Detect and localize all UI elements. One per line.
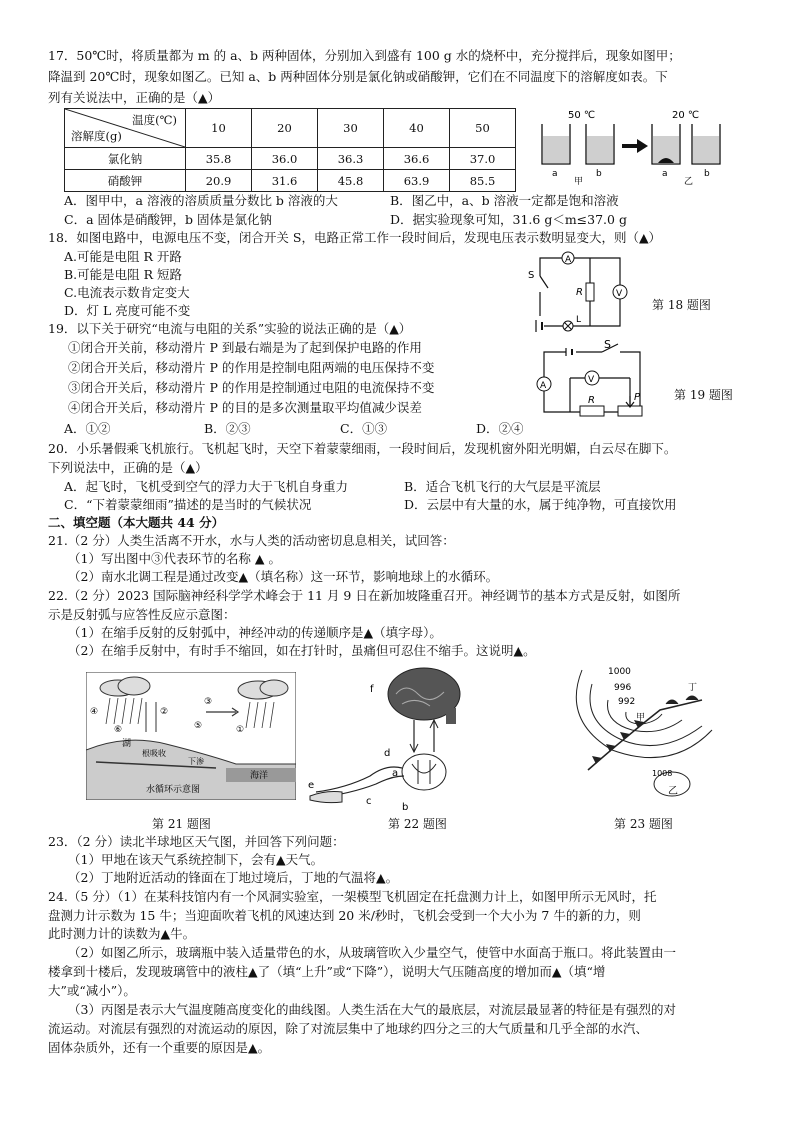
temp-20-label: 20 ℃ bbox=[672, 110, 700, 121]
beaker-b-jia bbox=[586, 124, 614, 164]
switch-label: S bbox=[528, 270, 535, 281]
table-row bbox=[65, 109, 516, 148]
q21-caption: 第 21 题图 bbox=[152, 817, 211, 831]
label-a: a bbox=[552, 169, 558, 179]
q24-line9: 固体杂质外，还有一个重要的原因是▲。 bbox=[48, 1040, 271, 1055]
q23-part-2: （2）丁地附近活动的锋面在丁地过境后，丁地的气温将▲。 bbox=[68, 870, 399, 885]
q17-option-c: C．a 固体是硝酸钾，b 固体是氯化钠 bbox=[64, 212, 272, 227]
sea-label: 海洋 bbox=[250, 771, 269, 781]
q20-line1: 20．小乐暑假乘飞机旅行。飞机起飞时，天空下着蒙蒙细雨，一段时间后，发现机窗外阳光明媚，白云尽在脚下。 bbox=[48, 441, 677, 456]
q19-caption: 第 19 题图 bbox=[674, 388, 733, 402]
water-cycle-figure bbox=[86, 672, 296, 800]
circuit-figure-18 bbox=[528, 248, 638, 334]
resistor-label: R bbox=[588, 395, 595, 406]
lake-label: 湖 bbox=[122, 739, 132, 749]
temp-50-label: 50 ℃ bbox=[568, 110, 596, 121]
row-name: 硝酸钾 bbox=[65, 170, 186, 192]
q18-option-b: B.可能是电阻 R 短路 bbox=[64, 267, 183, 282]
q17-option-a: A．图甲中，a 溶液的溶质质量分数比 b 溶液的大 bbox=[64, 193, 338, 208]
q18-stem: 18．如图电路中，电源电压不变，闭合开关 S，电路正常工作一段时间后，发现电压表示数明显变大，则（▲） bbox=[48, 230, 662, 245]
q21-part-2: （2）南水北调工程是通过改变▲（填名称）这一环节，影响地球上的水循环。 bbox=[68, 569, 499, 584]
table-cell: 37.0 bbox=[450, 148, 516, 170]
q22-part-1: （1）在缩手反射的反射弧中，神经冲动的传递顺序是▲（填字母）。 bbox=[68, 625, 442, 640]
q23-stem: 23．（2 分）读北半球地区天气图，并回答下列问题： bbox=[48, 834, 345, 849]
q19-option-a: A．①② bbox=[64, 421, 111, 436]
table-cell: 35.8 bbox=[186, 148, 252, 170]
resistor-r bbox=[580, 406, 604, 416]
q18-option-a: A.可能是电阻 R 开路 bbox=[64, 249, 182, 264]
table-cell: 36.6 bbox=[384, 148, 450, 170]
table-cell: 63.9 bbox=[384, 170, 450, 192]
label-3: ③ bbox=[204, 697, 213, 707]
root-label: 根吸收 bbox=[142, 749, 166, 758]
label-d: d bbox=[384, 748, 391, 759]
table-cell: 45.8 bbox=[318, 170, 384, 192]
label-f: f bbox=[370, 684, 374, 695]
section-title: 二、填空题（本大题共 44 分） bbox=[48, 515, 225, 530]
temp-cell: 50 bbox=[450, 109, 516, 148]
lamp-label: L bbox=[576, 315, 582, 325]
q19-statement-1: ①闭合开关前，移动滑片 P 到最右端是为了起到保护电路的作用 bbox=[68, 340, 422, 355]
q18-option-d: D．灯 L 亮度可能不变 bbox=[64, 303, 191, 318]
table-row bbox=[65, 148, 516, 170]
q22-stem-2: 示是反射弧与应答性反应示意图： bbox=[48, 607, 236, 622]
q24-line2: 盘测力计示数为 15 牛；当迎面吹着飞机的风速达到 20 米/秒时，飞机会受到一个大小为 7 牛的新的力，则 bbox=[48, 908, 641, 923]
q23-part-1: （1）甲地在该天气系统控制下，会有▲天气。 bbox=[68, 852, 324, 867]
resistor-r bbox=[586, 283, 594, 301]
q18-caption: 第 18 题图 bbox=[652, 298, 711, 312]
isobar-1008: 1008 bbox=[652, 769, 673, 778]
label-5: ⑤ bbox=[194, 721, 203, 731]
q23-caption: 第 23 题图 bbox=[614, 817, 673, 831]
q17-line1: 17．50℃时，将质量都为 m 的 a、b 两种固体，分别加入到盛有 100 g 水的烧杯中，充分搅拌后，现象如图甲； bbox=[48, 48, 681, 63]
q19-statement-4: ④闭合开关后，移动滑片 P 的目的是多次测量取平均值减少误差 bbox=[68, 400, 422, 415]
infiltration-label: 下渗 bbox=[188, 757, 204, 766]
q22-part-2: （2）在缩手反射中，有时手不缩回，如在打针时，虽痛但可忍住不缩手。这说明▲。 bbox=[68, 643, 536, 658]
label-b: b bbox=[402, 802, 409, 812]
weather-map-figure bbox=[552, 660, 716, 810]
isobar-1000: 1000 bbox=[608, 667, 631, 677]
q17-line2: 降温到 20℃时，现象如图乙。已知 a、b 两种固体分别是氯化钠或硝酸钾，它们在不同温度下的溶解度如表。下 bbox=[48, 69, 668, 84]
q24-line8: 流运动。对流层有强烈的对流运动的原因，除了对流层集中了地球约四分之三的大气质量和几乎全部的水汽、 bbox=[48, 1021, 649, 1036]
ammeter-label: A bbox=[565, 255, 572, 265]
label-ding: 丁 bbox=[688, 683, 698, 693]
q17-option-d: D．据实验现象可知，31.6 g＜m≤37.0 g bbox=[390, 212, 627, 227]
q19-option-b: B．②③ bbox=[204, 421, 251, 436]
solubility-header: 溶解度(g) bbox=[71, 129, 122, 143]
isobar-992: 992 bbox=[618, 697, 636, 707]
q19-statement-3: ③闭合开关后，移动滑片 P 的作用是控制通过电阻的电流保持不变 bbox=[68, 380, 435, 395]
label-e: e bbox=[308, 780, 315, 791]
q20-option-a: A．起飞时，飞机受到空气的浮力大于飞机自身重力 bbox=[64, 479, 349, 494]
q22-caption: 第 22 题图 bbox=[388, 817, 447, 831]
table-row bbox=[65, 170, 516, 192]
circuit-figure-19 bbox=[530, 340, 660, 420]
q21-part-1: （1）写出图中③代表环节的名称 ▲ 。 bbox=[68, 551, 282, 566]
spinal-cord-icon bbox=[402, 754, 446, 790]
beaker-a-yi bbox=[652, 124, 680, 164]
table-cell: 20.9 bbox=[186, 170, 252, 192]
label-4: ④ bbox=[90, 707, 99, 717]
q22-stem-1: 22.（2 分）2023 国际脑神经科学学术峰会于 11 月 9 日在新加坡隆重召开。神经调节的基本方式是反射，如图所 bbox=[48, 588, 681, 603]
temp-header: 温度(℃) bbox=[132, 113, 177, 127]
q24-line4: （2）如图乙所示，玻璃瓶中装入适量带色的水，从玻璃管吹入少量空气，使管中水面高于瓶口。将此装置由一 bbox=[68, 945, 676, 960]
q24-line7: （3）丙图是表示大气温度随高度变化的曲线图。人类生活在大气的最底层，对流层最显著的特征是有强烈的对 bbox=[68, 1002, 676, 1017]
label-yi: 乙 bbox=[668, 786, 678, 797]
label-6: ⑥ bbox=[114, 725, 123, 735]
temp-cell: 20 bbox=[252, 109, 318, 148]
q20-option-d: D．云层中有大量的水，属于纯净物，可直接饮用 bbox=[404, 497, 677, 512]
label-1: ① bbox=[236, 725, 245, 735]
q24-line1: 24.（5 分）（1）在某科技馆内有一个风洞实验室，一架模型飞机固定在托盘测力计上，如图甲所示无风时，托 bbox=[48, 889, 657, 904]
table-cell: 36.0 bbox=[252, 148, 318, 170]
label-yi: 乙 bbox=[684, 177, 694, 186]
q19-stem: 19．以下关于研究“电流与电阻的关系”实验的说法正确的是（▲） bbox=[48, 321, 412, 336]
q19-option-d: D．②④ bbox=[476, 421, 524, 436]
q20-line2: 下列说法中，正确的是（▲） bbox=[48, 460, 208, 475]
q20-option-b: B．适合飞机飞行的大气层是平流层 bbox=[404, 479, 601, 494]
q19-option-c: C．①③ bbox=[340, 421, 388, 436]
ammeter-label: A bbox=[540, 381, 547, 391]
label-b: b bbox=[704, 169, 710, 179]
arrow-head-icon bbox=[637, 139, 648, 153]
solubility-table bbox=[64, 108, 516, 192]
table-header-cell bbox=[65, 109, 186, 148]
label-a: a bbox=[662, 169, 668, 179]
beaker-b-yi bbox=[692, 124, 720, 164]
q24-line3: 此时测力计的读数为▲牛。 bbox=[48, 926, 196, 941]
isobar-996: 996 bbox=[614, 683, 632, 693]
q17-line3: 列有关说法中，正确的是（▲） bbox=[48, 90, 221, 105]
hand-icon bbox=[310, 792, 342, 803]
figure-title: 水循环示意图 bbox=[146, 785, 201, 795]
q17-option-b: B．图乙中，a、b 溶液一定都是饱和溶液 bbox=[390, 193, 619, 208]
q24-line6: 大”或“减小”）。 bbox=[48, 983, 136, 998]
table-cell: 31.6 bbox=[252, 170, 318, 192]
q18-option-c: C.电流表示数肯定变大 bbox=[64, 285, 190, 300]
voltmeter-label: V bbox=[588, 375, 595, 385]
label-a: a bbox=[392, 768, 399, 779]
front-line bbox=[588, 696, 702, 770]
beaker-a-jia bbox=[542, 124, 570, 164]
q24-line5: 楼拿到十楼后，发现玻璃管中的液柱▲了（填“上升”或“下降”），说明大气压随高度的增加而▲（填“增 bbox=[48, 964, 606, 979]
table-cell: 85.5 bbox=[450, 170, 516, 192]
label-b: b bbox=[596, 169, 602, 179]
q21-stem: 21.（2 分）人类生活离不开水，水与人类的活动密切息息相关，试回答： bbox=[48, 533, 455, 548]
row-name: 氯化钠 bbox=[65, 148, 186, 170]
table-cell: 36.3 bbox=[318, 148, 384, 170]
label-jia: 甲 bbox=[636, 713, 646, 723]
reflex-arc-figure bbox=[306, 664, 506, 812]
label-2: ② bbox=[160, 707, 169, 717]
temp-cell: 30 bbox=[318, 109, 384, 148]
temp-cell: 40 bbox=[384, 109, 450, 148]
q20-option-c: C．“下着蒙蒙细雨”描述的是当时的气候状况 bbox=[64, 497, 312, 512]
label-c: c bbox=[366, 796, 372, 807]
label-jia: 甲 bbox=[574, 177, 584, 186]
beaker-figure bbox=[534, 106, 724, 186]
resistor-label: R bbox=[576, 287, 583, 298]
q19-statement-2: ②闭合开关后，移动滑片 P 的作用是控制电阻两端的电压保持不变 bbox=[68, 360, 435, 375]
temp-cell: 10 bbox=[186, 109, 252, 148]
slider-label: P bbox=[634, 392, 641, 403]
voltmeter-label: V bbox=[616, 289, 623, 299]
switch-label: S bbox=[604, 340, 611, 351]
